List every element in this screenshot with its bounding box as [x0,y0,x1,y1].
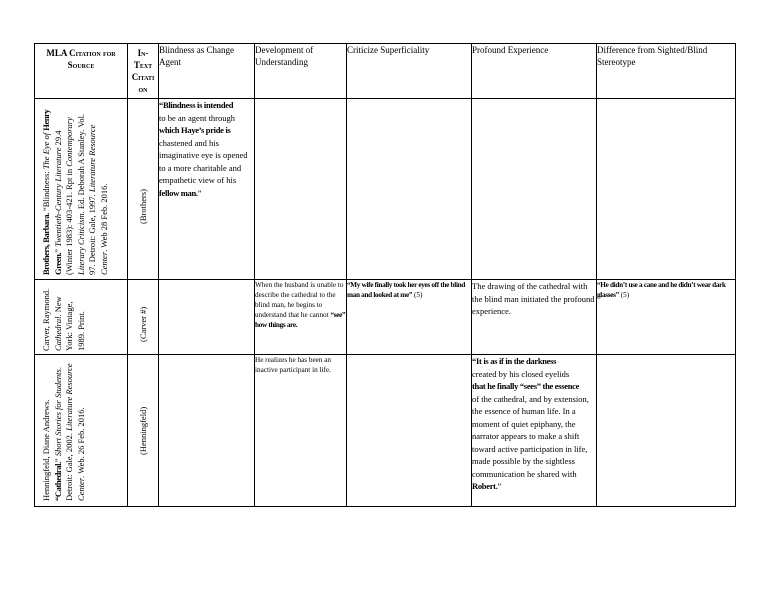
citation-cell [35,355,128,507]
in-text-citation: (Henningfeld) [138,406,148,455]
citation-text: Brothers, Barbara. “Blindness: The Eye of Henry Green.” Twentieth-Century Literature 29.4 (Winter 1983): 403-421. Rpt in Contemporary Literary Criticism. Ed. Deborah A Stanley. Vol. 97. Detroit: Gale, 1997. Literature Resource Center. Web 28 Feb. 2016. [41,109,109,275]
difference-cell [597,99,736,280]
header-criticize-superficiality: Criticize Superficiality [347,44,472,99]
difference-cell [597,355,736,507]
header-blindness-change-agent: Blindness as Change Agent [159,44,255,99]
criticize-cell [347,355,472,507]
header-difference-stereotype: Difference from Sighted/Blind Stereotype [597,44,736,99]
development-cell: He realizes he has been an inactive participant in life. [255,355,347,507]
blindness-cell: “Blindness is intended to be an agent through which Haye’s pride is chastened and his imaginative eye is opened to a more charitable and empathetic view of his fellow man.” [159,99,255,280]
profound-cell: The drawing of the cathedral with the blind man initiated the profound experience. [472,280,597,355]
criticize-cell [347,99,472,280]
criticize-cell: “My wife finally took her eyes off the blind man and looked at me” (5) [347,280,472,355]
citation-text: Henningfeld, Diane Andrews. “Cathedral.” Short Stories for Students. Detroit: Gale, 2002. Literature Resource Center. Web. 26 Feb. 2016. [41,363,86,501]
table-row [35,280,736,355]
blindness-cell [159,280,255,355]
header-development-understanding: Development of Understanding [255,44,347,99]
in-text-citation: (Carver #) [138,306,148,342]
citation-text: Carver, Raymond. Cathedral. New York: Vintage, 1989. Print. [41,288,86,351]
blindness-cell [159,355,255,507]
header-profound-experience: Profound Experience [472,44,597,99]
citation-cell [35,280,128,355]
in-text-citation-cell [128,99,159,280]
in-text-citation: (Brothers) [138,189,148,224]
citation-cell [35,99,128,280]
header-row [35,44,736,99]
development-cell: When the husband is unable to describe the cathedral to the blind man, he begins to understand that he cannot “see” how things are. [255,280,347,355]
in-text-citation-cell [128,280,159,355]
development-cell [255,99,347,280]
header-mla-citation: MLA Citation for Source [35,44,128,99]
table-row [35,355,736,507]
in-text-citation-cell [128,355,159,507]
difference-cell: “He didn’t use a cane and he didn’t wear dark glasses” (5) [597,280,736,355]
table-row [35,99,736,280]
research-chart-table [34,43,736,507]
profound-cell: “It is as if in the darkness created by his closed eyelids that he finally “sees” the essence of the cathedral, and by extension, the essence of human life. In a moment of quiet epiphany, the narrator appears to make a shift toward active participation in life, made possible by the sightless communication he shared with Robert.” [472,355,597,507]
profound-cell [472,99,597,280]
header-in-text-citation: In- Text Citati on [128,44,159,99]
